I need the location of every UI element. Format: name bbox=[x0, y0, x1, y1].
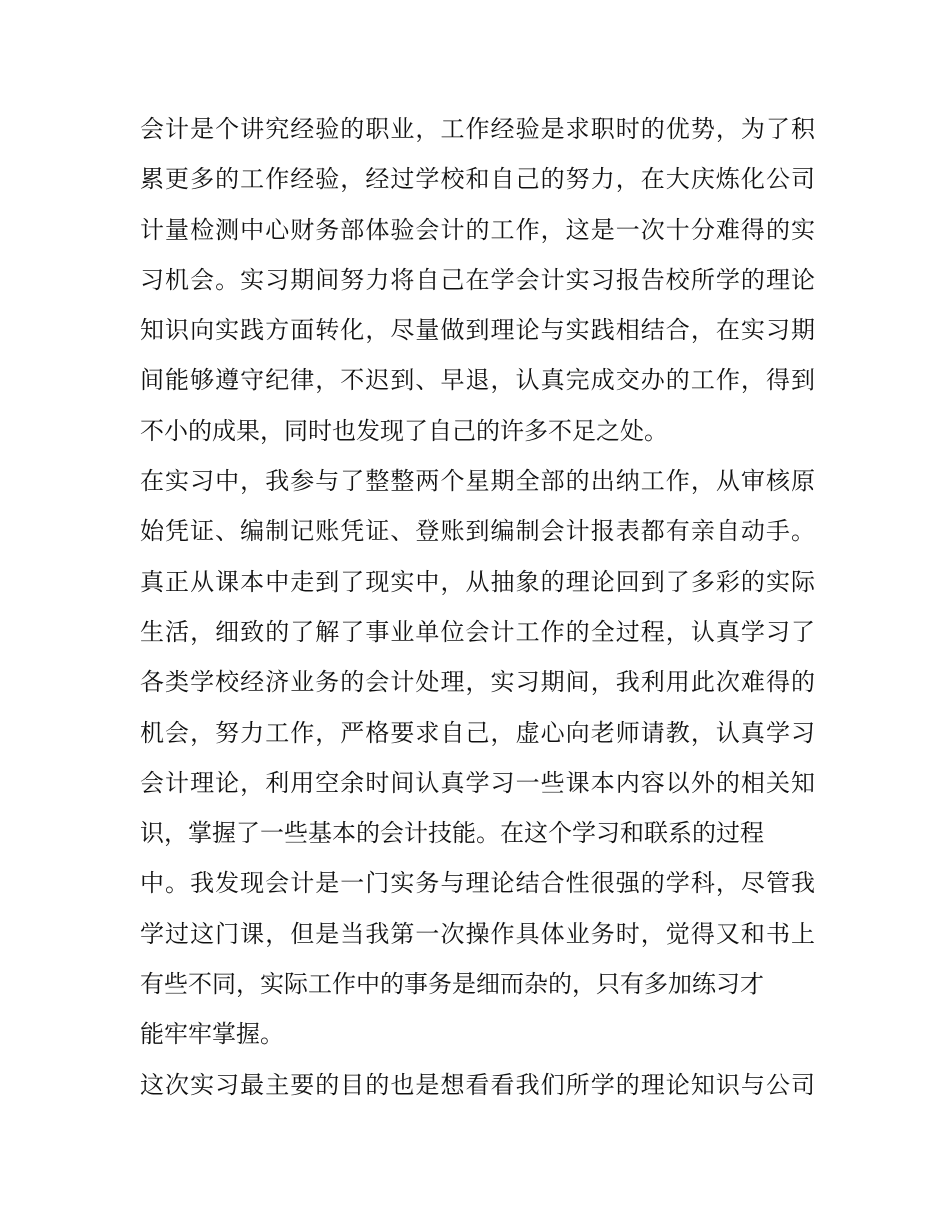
text-line: 有些不同，实际工作中的事务是细而杂的，只有多加练习才 bbox=[140, 970, 764, 999]
text-line: 始凭证、编制记账凭证、登账到编制会计报表都有亲自动手。 bbox=[140, 517, 815, 546]
text-line: 不小的成果，同时也发现了自己的许多不足之处。 bbox=[140, 416, 668, 445]
text-line: 会计是个讲究经验的职业，工作经验是求职时的优势，为了积 bbox=[140, 115, 815, 143]
text-line: 间能够遵守纪律，不迟到、早退，认真完成交办的工作，得到 bbox=[140, 366, 815, 395]
text-line: 机会，努力工作，严格要求自己，虚心向老师请教，认真学习 bbox=[140, 718, 815, 747]
text-line: 各类学校经济业务的会计处理，实习期间，我利用此次难得的 bbox=[140, 668, 815, 697]
text-line: 识，掌握了一些基本的会计技能。在这个学习和联系的过程 bbox=[140, 819, 764, 848]
text-line: 学过这门课，但是当我第一次操作具体业务时，觉得又和书上 bbox=[140, 919, 815, 948]
text-line: 生活，细致的了解了事业单位会计工作的全过程，认真学习了 bbox=[140, 617, 815, 646]
document-body bbox=[140, 104, 815, 1110]
text-line: 习机会。实习期间努力将自己在学会计实习报告校所学的理论 bbox=[140, 265, 815, 294]
text-line: 在实习中，我参与了整整两个星期全部的出纳工作，从审核原 bbox=[140, 467, 815, 496]
text-line: 累更多的工作经验，经过学校和自己的努力，在大庆炼化公司 bbox=[140, 165, 815, 194]
text-line: 中。我发现会计是一门实务与理论结合性很强的学科，尽管我 bbox=[140, 869, 815, 898]
text-line: 知识向实践方面转化，尽量做到理论与实践相结合，在实习期 bbox=[140, 316, 815, 345]
text-line: 会计理论，利用空余时间认真学习一些课本内容以外的相关知 bbox=[140, 768, 815, 797]
text-line: 这次实习最主要的目的也是想看看我们所学的理论知识与公司 bbox=[140, 1070, 815, 1099]
text-line: 计量检测中心财务部体验会计的工作，这是一次十分难得的实 bbox=[140, 215, 815, 244]
text-line: 真正从课本中走到了现实中，从抽象的理论回到了多彩的实际 bbox=[140, 567, 815, 596]
text-line: 能牢牢掌握。 bbox=[140, 1020, 284, 1049]
